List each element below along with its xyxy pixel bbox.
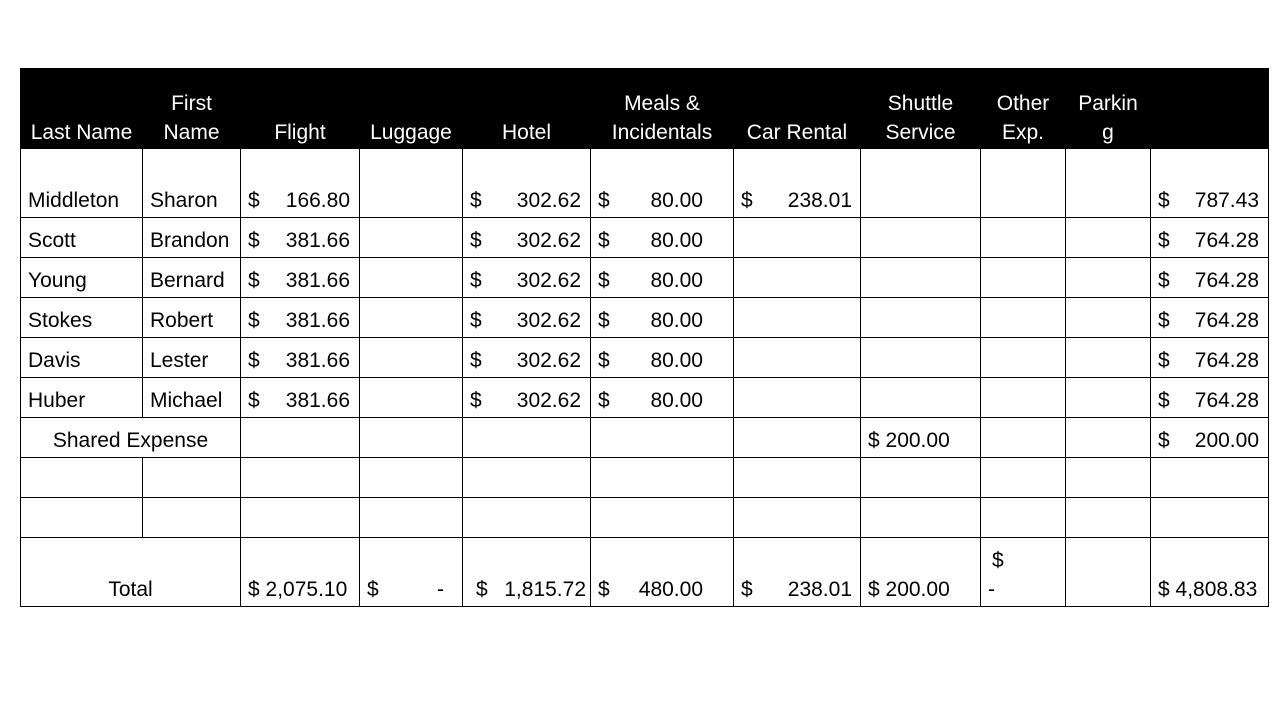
table-row [21, 218, 1269, 258]
last-name-cell: Young [21, 258, 143, 298]
hotel-cell: $ 302.62 [463, 378, 591, 418]
header-meals: Meals & Incidentals [591, 69, 734, 149]
last-name-cell: Scott [21, 218, 143, 258]
other-cell [981, 378, 1066, 418]
row-total-cell: $ 764.28 [1151, 298, 1269, 338]
luggage-cell [360, 378, 463, 418]
header-last-name: Last Name [21, 69, 143, 149]
car-rental-cell: $ 238.01 [734, 149, 861, 218]
meals-cell: $ 80.00 [591, 149, 734, 218]
flight-cell [241, 418, 360, 458]
other-cell [981, 258, 1066, 298]
flight-cell: $ 381.66 [241, 218, 360, 258]
car-rental-cell [734, 218, 861, 258]
meals-cell: $ 80.00 [591, 298, 734, 338]
shuttle-cell [861, 338, 981, 378]
parking-cell [1066, 418, 1151, 458]
expense-table [20, 68, 1269, 607]
meals-cell [591, 418, 734, 458]
other-cell [981, 338, 1066, 378]
table-row [21, 258, 1269, 298]
header-luggage: Luggage [360, 69, 463, 149]
shuttle-cell [861, 298, 981, 338]
first-name-cell: Robert [143, 298, 241, 338]
car-rental-cell [734, 258, 861, 298]
first-name-cell: Bernard [143, 258, 241, 298]
parking-cell [1066, 338, 1151, 378]
total-row [21, 538, 1269, 607]
parking-cell [1066, 298, 1151, 338]
shuttle-cell [861, 258, 981, 298]
header-shuttle: Shuttle Service [861, 69, 981, 149]
luggage-cell [360, 338, 463, 378]
table-row [21, 149, 1269, 218]
parking-cell [1066, 378, 1151, 418]
table-row [21, 378, 1269, 418]
table-row [21, 338, 1269, 378]
other-cell [981, 418, 1066, 458]
last-name-cell: Middleton [21, 149, 143, 218]
grand-total: $ 4,808.83 [1151, 538, 1269, 607]
car-rental-total: $ 238.01 [734, 538, 861, 607]
last-name-cell: Huber [21, 378, 143, 418]
hotel-cell: $ 302.62 [463, 218, 591, 258]
car-rental-cell [734, 298, 861, 338]
car-rental-cell [734, 418, 861, 458]
luggage-cell [360, 418, 463, 458]
hotel-cell: $ 302.62 [463, 258, 591, 298]
meals-cell: $ 80.00 [591, 258, 734, 298]
parking-cell [1066, 149, 1151, 218]
header-hotel: Hotel [463, 69, 591, 149]
flight-total: $ 2,075.10 [241, 538, 360, 607]
luggage-cell [360, 218, 463, 258]
meals-cell: $ 80.00 [591, 378, 734, 418]
car-rental-cell [734, 338, 861, 378]
shuttle-cell [861, 378, 981, 418]
flight-cell: $ 381.66 [241, 338, 360, 378]
other-cell [981, 298, 1066, 338]
other-cell [981, 149, 1066, 218]
hotel-cell: $ 302.62 [463, 298, 591, 338]
last-name-cell: Davis [21, 338, 143, 378]
table-row [21, 298, 1269, 338]
hotel-cell: $ 302.62 [463, 338, 591, 378]
header-flight: Flight [241, 69, 360, 149]
row-total-cell: $ 200.00 [1151, 418, 1269, 458]
header-parking: Parkin g [1066, 69, 1151, 149]
luggage-cell [360, 298, 463, 338]
header-car-rental: Car Rental [734, 69, 861, 149]
header-total [1151, 69, 1269, 149]
header-first-name: First Name [143, 69, 241, 149]
flight-cell: $ 381.66 [241, 258, 360, 298]
row-total-cell: $ 764.28 [1151, 258, 1269, 298]
row-total-cell: $ 764.28 [1151, 218, 1269, 258]
parking-total [1066, 538, 1151, 607]
flight-cell: $ 166.80 [241, 149, 360, 218]
meals-cell: $ 80.00 [591, 338, 734, 378]
shuttle-total: $ 200.00 [861, 538, 981, 607]
header-other: Other Exp. [981, 69, 1066, 149]
hotel-cell: $ 302.62 [463, 149, 591, 218]
first-name-cell: Michael [143, 378, 241, 418]
total-label: Total [21, 538, 241, 607]
first-name-cell: Sharon [143, 149, 241, 218]
luggage-total: $ - [360, 538, 463, 607]
luggage-cell [360, 149, 463, 218]
first-name-cell: Lester [143, 338, 241, 378]
shuttle-cell [861, 149, 981, 218]
shuttle-cell [861, 218, 981, 258]
row-total-cell: $ 787.43 [1151, 149, 1269, 218]
other-cell [981, 218, 1066, 258]
parking-cell [1066, 258, 1151, 298]
meals-total: $ 480.00 [591, 538, 734, 607]
meals-cell: $ 80.00 [591, 218, 734, 258]
header-row [21, 69, 1269, 149]
shared-expense-label: Shared Expense [21, 418, 241, 458]
row-total-cell: $ 764.28 [1151, 378, 1269, 418]
flight-cell: $ 381.66 [241, 298, 360, 338]
row-total-cell: $ 764.28 [1151, 338, 1269, 378]
hotel-cell [463, 418, 591, 458]
first-name-cell: Brandon [143, 218, 241, 258]
flight-cell: $ 381.66 [241, 378, 360, 418]
other-total: $ - [981, 538, 1066, 607]
parking-cell [1066, 218, 1151, 258]
shared-expense-row [21, 418, 1269, 458]
empty-row [21, 498, 1269, 538]
hotel-total: $ 1,815.72 [463, 538, 591, 607]
car-rental-cell [734, 378, 861, 418]
shuttle-cell: $ 200.00 [861, 418, 981, 458]
luggage-cell [360, 258, 463, 298]
last-name-cell: Stokes [21, 298, 143, 338]
empty-row [21, 458, 1269, 498]
